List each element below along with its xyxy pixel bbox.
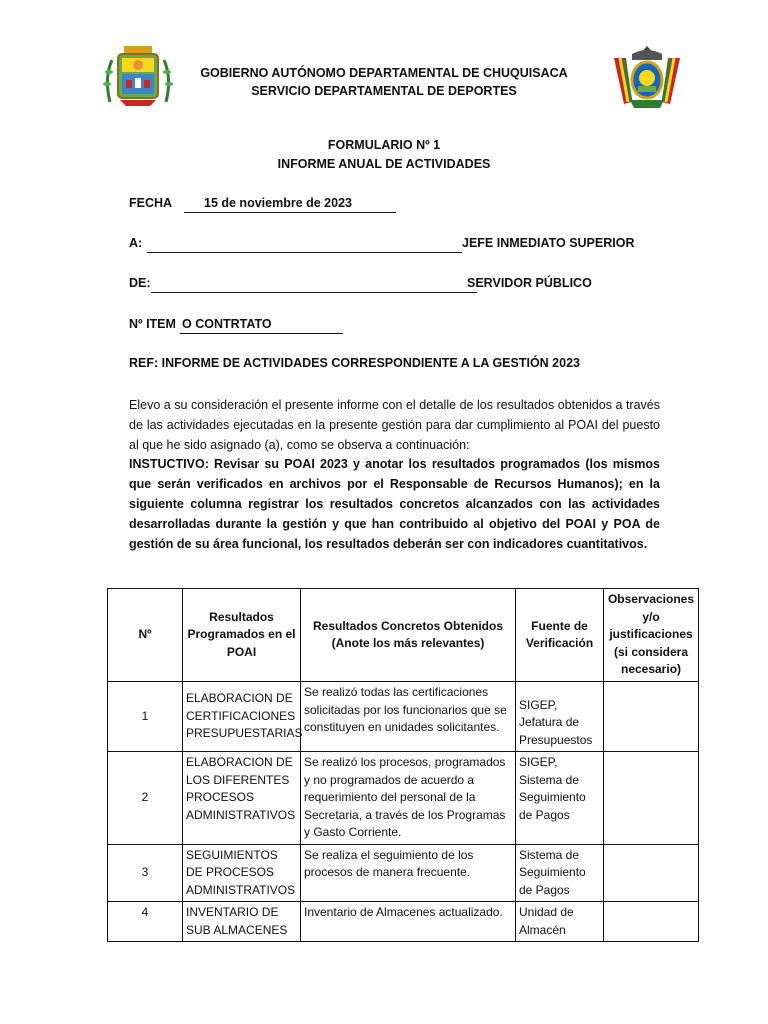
column-header-verification-source: Fuente de Verificación — [516, 589, 604, 682]
observations — [604, 752, 699, 845]
item-label: Nº ITEM — [129, 317, 176, 331]
concrete-result: Se realizó todas las certificaciones solicitadas por los funcionarios que se constituyen en unidades solicitantes. — [301, 682, 516, 752]
concrete-result: Se realiza el seguimiento de los procesos de manera frecuente. — [301, 844, 516, 902]
item-value: O CONTRTATO — [182, 317, 272, 331]
header-government: GOBIERNO AUTÓNOMO DEPARTAMENTAL DE CHUQUISACA — [200, 66, 568, 80]
instructions-paragraph: INSTUCTIVO: Revisar su POAI 2023 y anotar los resultados programados (los mismos que serán verificados en archivos por el Responsable de Recursos Humanos); en la siguiente columna registrar los resultados concretos alcanzados con las actividades desarrolladas durante la gestión y que han contribuido al objetivo del POAI y POA de gestión de su área funcional, los resultados deberán ser con indicadores cuantitativos. — [129, 457, 660, 551]
header-service: SERVICIO DEPARTAMENTAL DE DEPORTES — [251, 84, 517, 98]
table-header-row — [108, 589, 699, 682]
de-role: SERVIDOR PÚBLICO — [467, 276, 592, 290]
fecha-value: 15 de noviembre de 2023 — [204, 196, 352, 210]
concrete-result: Se realizó los procesos, programados y no programados de acuerdo a requerimiento del personal de la Secretaria, a través de los Programas y Gasto Corriente. — [301, 752, 516, 845]
programmed-result: INVENTARIO DE SUB ALMACENES — [183, 902, 301, 942]
table-row — [108, 844, 699, 902]
programmed-result: ELABORACION DE CERTIFICACIONES PRESUPUESTARIAS — [183, 682, 301, 752]
observations — [604, 844, 699, 902]
programmed-result: ELABORACION DE LOS DIFERENTES PROCESOS ADMINISTRATIVOS — [183, 752, 301, 845]
column-header-concrete-results: Resultados Concretos Obtenidos (Anote los más relevantes) — [301, 589, 516, 682]
row-number: 2 — [108, 752, 183, 845]
de-label: DE: — [129, 276, 151, 290]
fecha-underline — [184, 212, 396, 213]
fecha-label: FECHA — [129, 196, 173, 210]
table-row — [108, 902, 699, 942]
intro-paragraph: Elevo a su consideración el presente informe con el detalle de los resultados obtenidos a través de las actividades ejecutadas en la presente gestión para dar cumplimiento al POAI del puesto al que he sido asignado (a), como se observa a continuación: — [129, 398, 660, 452]
form-title: FORMULARIO Nº 1 — [327, 138, 441, 152]
a-label: A: — [129, 236, 143, 250]
column-header-observations: Observaciones y/o justificaciones (si considera necesario) — [604, 589, 699, 682]
item-underline — [180, 333, 343, 334]
observations — [604, 902, 699, 942]
observations — [604, 682, 699, 752]
document-header — [180, 64, 588, 100]
table-row — [108, 682, 699, 752]
verification-source: SIGEP, Sistema de Seguimiento de Pagos — [516, 752, 604, 845]
a-role: JEFE INMEDIATO SUPERIOR — [462, 236, 635, 250]
activities-table — [107, 588, 699, 942]
bolivia-coat-of-arms-emblem — [610, 44, 684, 112]
a-underline — [147, 252, 462, 253]
row-number: 3 — [108, 844, 183, 902]
row-number: 4 — [108, 902, 183, 942]
form-title-block — [180, 136, 588, 174]
form-subtitle: INFORME ANUAL DE ACTIVIDADES — [277, 157, 491, 171]
verification-source: Unidad de Almacén — [516, 902, 604, 942]
table-row — [108, 752, 699, 845]
column-header-programmed-results: Resultados Programados en el POAI — [183, 589, 301, 682]
programmed-result: SEGUIMIENTOS DE PROCESOS ADMINISTRATIVOS — [183, 844, 301, 902]
row-number: 1 — [108, 682, 183, 752]
verification-source: SIGEP, Jefatura de Presupuestos — [516, 682, 604, 752]
de-underline — [151, 292, 477, 293]
column-header-number: Nº — [108, 589, 183, 682]
concrete-result: Inventario de Almacenes actualizado. — [301, 902, 516, 942]
verification-source: Sistema de Seguimiento de Pagos — [516, 844, 604, 902]
reference-line: REF: INFORME DE ACTIVIDADES CORRESPONDIENTE A LA GESTIÓN 2023 — [129, 356, 580, 370]
chuquisaca-emblem — [102, 42, 174, 110]
